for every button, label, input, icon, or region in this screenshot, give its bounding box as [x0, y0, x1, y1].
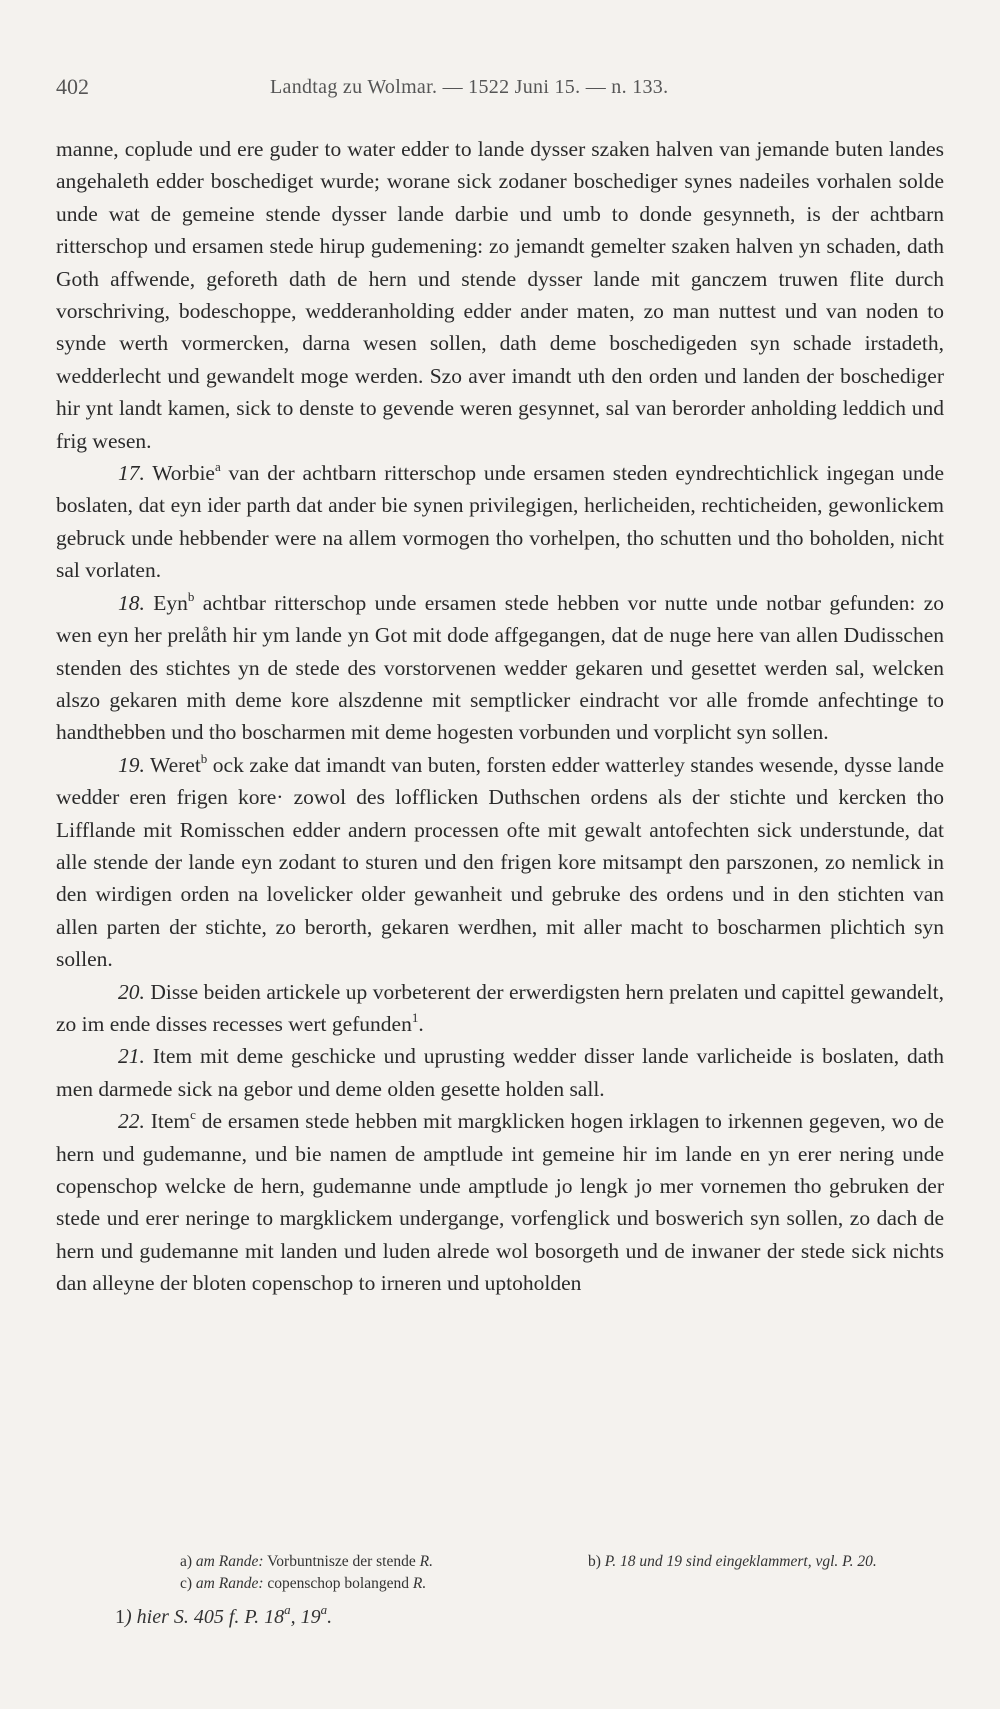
- footnote-marker: b: [200, 750, 208, 766]
- footnote-marker: 1: [411, 1009, 419, 1025]
- paragraph-number: 21.: [118, 1044, 145, 1069]
- paragraph-21: 21. Item mit deme geschicke und uprusting wedder disser lande varlicheide is boslaten, dath men darmede sick na gebor und deme olden gesette holden sall.: [56, 1044, 944, 1101]
- paragraph-continued: manne, coplude und ere guder to water edder to lande dysser szaken halven van jemande buten landes angehaleth edder boschediget wurde; worane sick zodaner boschediger synes nadeiles vorhalen solde unde wat de gemeine stende dysser lande darbie und umb to donde gesynneth, is der achtbarn ritterschop und ersamen stede hirup gudemening: zo jemandt gemelter szaken halven yn schaden, dath Goth affwende, geforeth dath de hern und stende dysser lande mit ganczem truwen flite durch vorschriving, bodeschoppe, wedderanholding edder ander maten, zo man nuttest und van noden to synde werth vormercken, darna wesen sollen, dath deme boschedigeden syn schade irstadeth, wedderlecht und gewandelt moge werden. Szo aver imandt uth den orden und landen der boschediger hir ynt landt kamen, sick to denste to gevende weren gesynnet, sal van berorder anholding leddich und frig wesen.: [56, 137, 944, 453]
- paragraph-number: 22.: [118, 1109, 145, 1134]
- footnote-c: c) am Rande: copenschop bolangend R.: [180, 1575, 427, 1592]
- main-text: [56, 133, 944, 1300]
- paragraph-number: 17.: [118, 461, 145, 486]
- paragraph-19: 19. Weret$^b$ ock zake dat imandt van buten, forsten edder watterley standes wesende, dysse lande wedder eren frigen kore· zowol des lofflicken Duthschen ordens als der stichte und kercken tho Lifflande mit Romisschen edder andern processen ofte mit gewalt antofechten sick understunde, dat alle stende der lande eyn zodant to sturen und den frigen kore mitsampt den parszonen, zo nemlick in den wirdigen orden na lovelicker older gewanheit und gebruke des ordens und in den stichten van allen parten der stichte, zo berorth, gekaren werdhen, mit aller macht to boscharmen plichtich syn sollen.: [56, 750, 944, 972]
- footnote-marker: c: [190, 1107, 196, 1123]
- footnote-marker: a: [214, 459, 221, 475]
- paragraph-18: 18. Eyn$^b$ achtbar ritterschop unde ersamen stede hebben vor nutte unde notbar gefunden: zo wen eyn her prelåth hir ym lande yn Got mit dode affgegangen, dat de nuge here van allen Dudisschen stenden des stichtes yn de stede des vorstorvenen wedder gekaren und gesettet werden sal, welcken alszo gekaren mith deme kore alszdenne mit semptlicker eindracht vor alle fromde anfechtinge to handthebben und tho boscharmen mit deme hogesten vorbunden und vorplicht syn sollen.: [56, 588, 944, 745]
- paragraph-number: 18.: [118, 590, 145, 615]
- footnote-a: a) am Rande: Vorbuntnisze der stende R.: [180, 1553, 433, 1570]
- paragraph-17: 17. Worbie$^a$ van der achtbarn ritterschop unde ersamen steden eyndrechtichlick ingegan unde boslaten, dat eyn ider parth dat ander bie synen privilegigen, herlicheiden, rechticheiden, gewonlickem gebruck unde hebbender were na allem vormogen tho vorhelpen, tho schutten und tho boholden, nicht sal vorlaten.: [56, 459, 944, 583]
- footnote-1: 1) hier S. 405 f. P. 18$^a$, 19$^a$.: [115, 1602, 333, 1628]
- paragraph-20: 20. Disse beiden artickele up vorbeterent der erwerdigsten hern prelaten und capittel gewandelt, zo im ende disses recesses wert gefunden$^1$.: [56, 979, 944, 1036]
- page-header: [56, 74, 942, 104]
- paragraph-number: 20.: [118, 979, 145, 1004]
- page-number: 402: [56, 74, 89, 99]
- paragraph-number: 19.: [118, 752, 145, 777]
- footnote-marker: b: [187, 588, 195, 604]
- running-title: Landtag zu Wolmar. — 1522 Juni 15. — n. 133.: [270, 76, 669, 98]
- footnote-b: b) P. 18 und 19 sind eingeklammert, vgl. P. 20.: [588, 1553, 877, 1570]
- paragraph-22: 22. Item$^c$ de ersamen stede hebben mit margklicken hogen irklagen to irkennen gegeven, wo de hern und gudemanne, und bie namen de amptlude int gemeine hir im lande en yn erer nering unde copenschop welcke de hern, gudemanne unde amptlude jo lengk jo mer vornemen tho gebruken der stede und erer neringe to margklickem undergange, vorfenglick und boswerich syn sollen, zo dach de hern und gudemanne mit landen und luden alrede wol bosorgeth und de inwaner der stede sick nichts dan alleyne der bloten copenschop to irneren und uptoholden: [56, 1107, 945, 1296]
